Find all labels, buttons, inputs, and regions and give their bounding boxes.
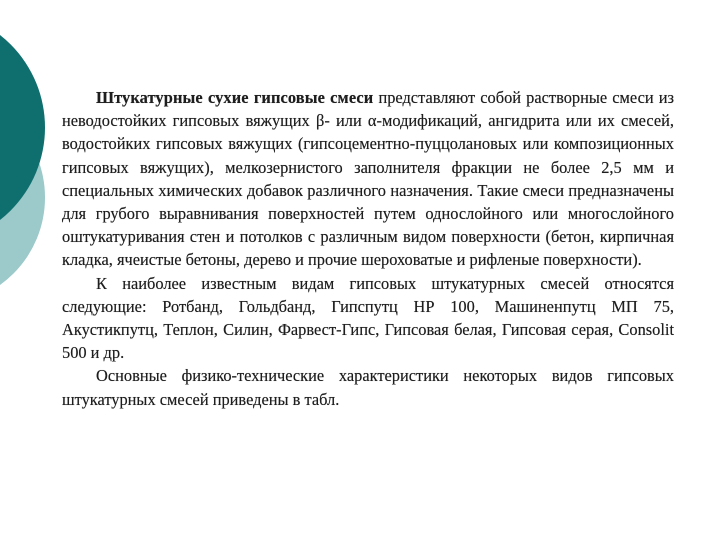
paragraph-known-brands bbox=[62, 272, 674, 365]
slide-text-body bbox=[62, 86, 674, 411]
paragraph-text: К наиболее известным видам гипсовых штукатурных смесей относятся следующие: Ротбанд, Гольдбанд, Гипспутц НР 100, Машиненпутц МП 75, Акустикпутц, Теплон, Силин, Фарвест-Гипс, Гипсовая белая, Гипсовая серая, Consolit 500 и др. bbox=[62, 273, 674, 363]
bold-term: Штукатурные сухие гипсовые смеси bbox=[96, 88, 374, 107]
paragraph-characteristics-reference bbox=[62, 364, 674, 410]
paragraph-text: представляют собой растворные смеси из неводостойких гипсовых вяжущих β- или α-модификаций, ангидрита или их смесей, водостойких гипсовых вяжущих (гипсоцементно-пуццолановых или композиционных гипсовых вяжущих), мелкозернистого заполнителя фракции не более 2,5 мм и специальных химических добавок различного назначения. Такие смеси предназначены для грубого выравнивания поверхностей путем однослойного или многослойного оштукатуривания стен и потолков с различным видом поверхности (бетон, кирпичная кладка, ячеистые бетоны, дерево и прочие шероховатые и рифленые поверхности). bbox=[62, 88, 674, 270]
paragraph-text: Основные физико-технические характеристики некоторых видов гипсовых штукатурных смесей приведены в табл. bbox=[62, 366, 674, 409]
paragraph-plaster-mixes-definition bbox=[62, 86, 674, 272]
